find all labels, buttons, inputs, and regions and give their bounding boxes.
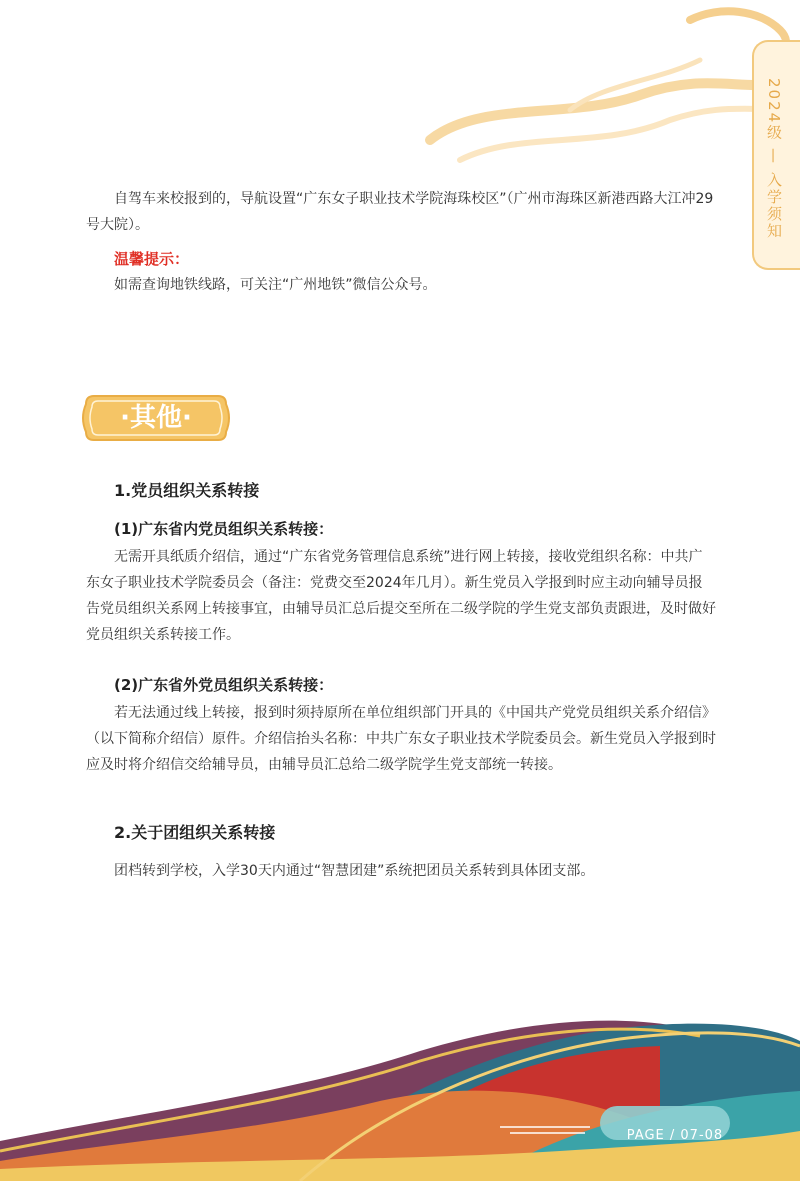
wave-decoration	[0, 991, 800, 1181]
league-heading: 2.关于团组织关系转接	[114, 823, 276, 842]
side-tab-label: 2024级 — 入学须知	[765, 78, 783, 240]
section-title: ·其他·	[120, 403, 192, 433]
tip-title: 温馨提示：	[114, 250, 190, 268]
party-sub1-text: 无需开具纸质介绍信，通过“广东省党务管理信息系统”进行网上转接，接收党组织名称：中共广东女子职业技术学院委员会（备注：党费交至2024年几月）。新生党员入学报到时应主动向辅导员报告党员组织关系网上转接事宜，由辅导员汇总后提交至所在二级学院的学生党支部负责跟进，及时做好党员组织关系转接工作。	[86, 549, 716, 643]
section-badge	[80, 392, 232, 444]
intro-paragraph: 自驾车来校报到的，导航设置“广东女子职业技术学院海珠校区”（广州市海珠区新港西路大江冲29号大院）。	[86, 191, 714, 233]
tip-text: 如需查询地铁线路，可关注“广州地铁”微信公众号。	[114, 277, 437, 293]
party-sub2-text: 若无法通过线上转接，报到时须持原所在单位组织部门开具的《中国共产党党员组织关系介绍信》（以下简称介绍信）原件。介绍信抬头名称：中共广东女子职业技术学院委员会。新生党员入学报到时应及时将介绍信交给辅导员，由辅导员汇总给二级学院学生党支部统一转接。	[86, 705, 716, 773]
league-text: 团档转到学校，入学30天内通过“智慧团建”系统把团员关系转到具体团支部。	[114, 863, 595, 879]
party-sub1-heading: (1)广东省内党员组织关系转接：	[114, 520, 334, 538]
side-tab	[752, 40, 800, 270]
cloud-decoration	[420, 0, 800, 180]
page-number: PAGE / 07-08	[626, 1128, 724, 1143]
party-heading: 1.党员组织关系转接	[114, 481, 260, 500]
party-sub2-heading: (2)广东省外党员组织关系转接：	[114, 676, 334, 694]
